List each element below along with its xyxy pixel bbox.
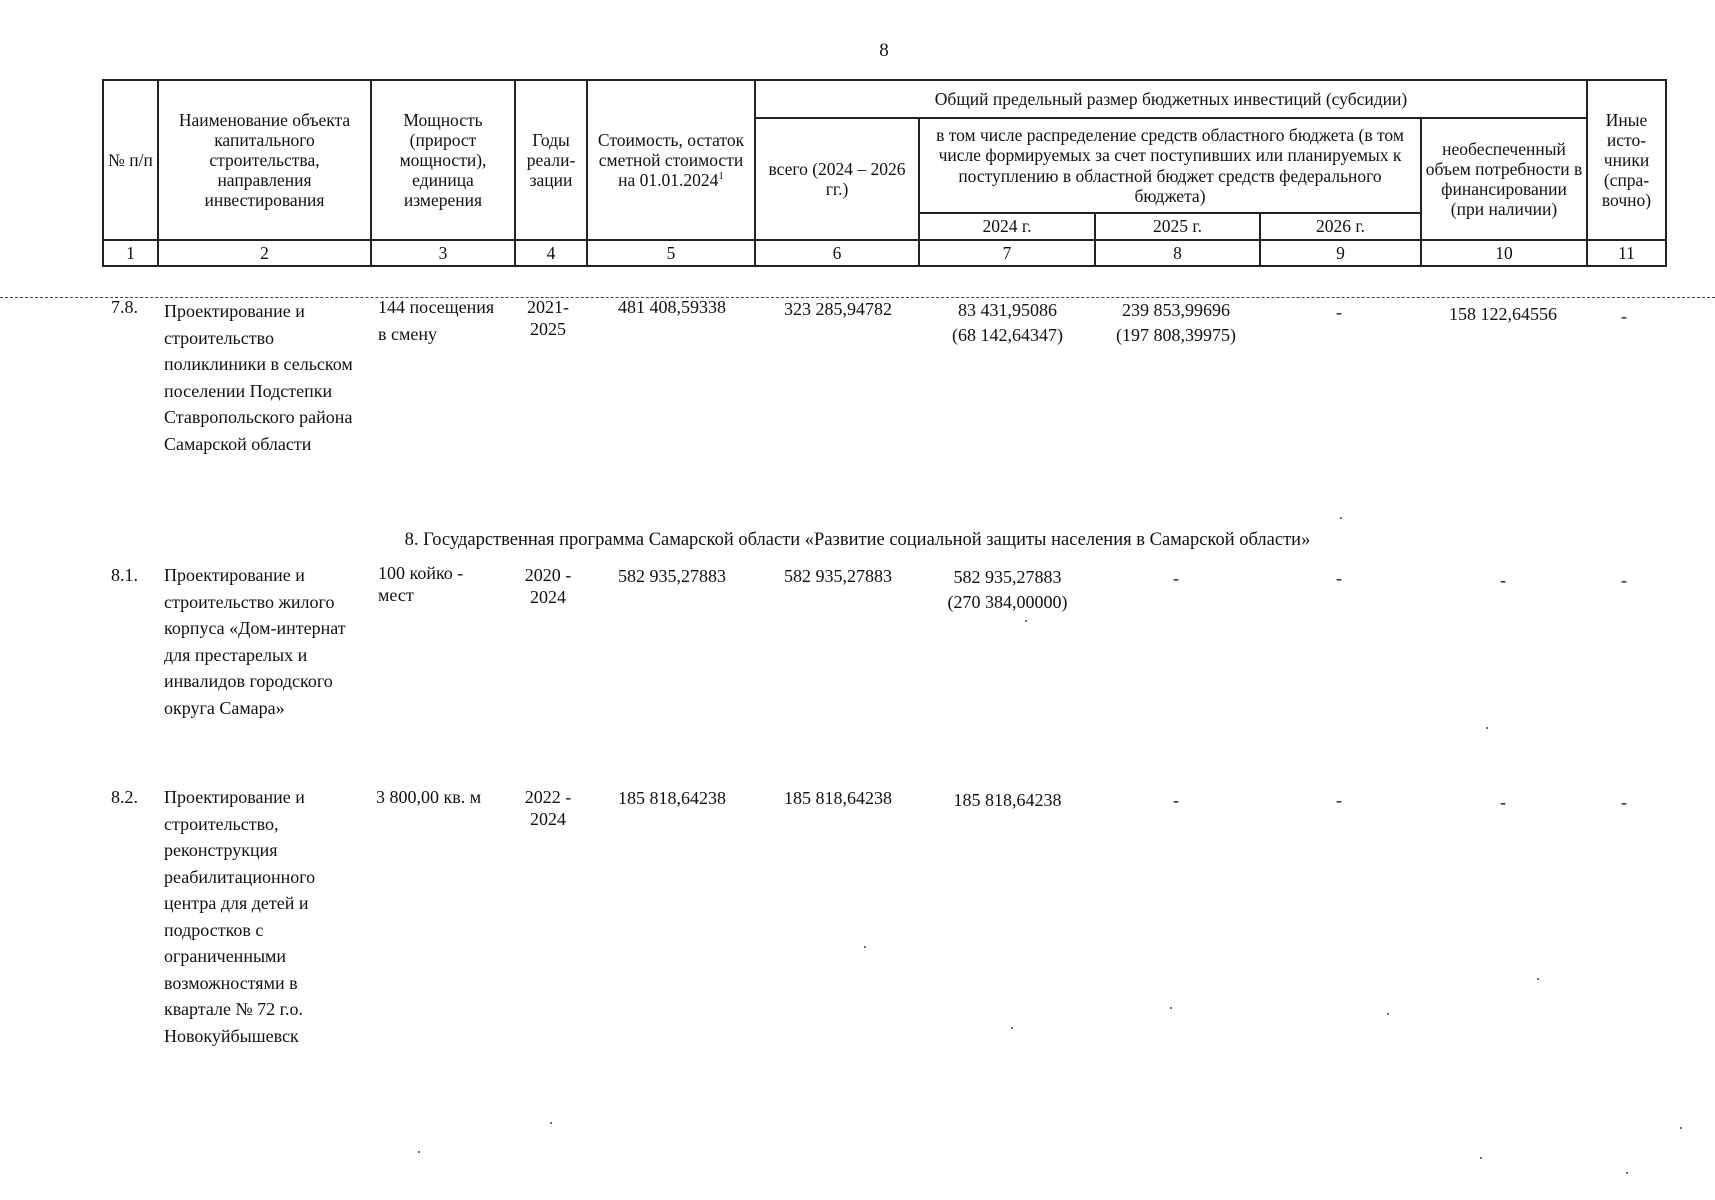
- scan-speck: [1387, 1013, 1389, 1015]
- col-number: 5: [587, 240, 755, 266]
- capacity: 100 койко - мест: [378, 563, 464, 605]
- amount-2026: -: [1336, 302, 1342, 322]
- scan-speck: [1340, 517, 1342, 519]
- years: 2022 - 2024: [524, 787, 572, 829]
- header-col-9: 2026 г.: [1260, 213, 1421, 240]
- page-number: 8: [879, 40, 889, 61]
- unfunded: -: [1500, 570, 1506, 590]
- col-number: 4: [515, 240, 587, 266]
- total: 323 285,94782: [784, 299, 892, 319]
- other-sources: -: [1621, 792, 1627, 812]
- scan-speck: [1680, 1127, 1682, 1129]
- object-name: Проектирование и строительство жилого корпуса «Дом-интернат для престарелых и инвалидов городского округа Самара»: [164, 565, 346, 718]
- col-number: 2: [158, 240, 371, 266]
- header-col-1: № п/п: [103, 80, 158, 240]
- scan-speck: [1486, 727, 1488, 729]
- years: 2020 - 2024: [524, 565, 572, 607]
- cost: 185 818,64238: [618, 788, 726, 808]
- other-sources: -: [1621, 306, 1627, 326]
- header-subgroup-title: в том числе распределение средств областного бюджета (в том числе формируемых за счет поступивших или планируемых к поступлению в областной бюджет средств федерального бюджета): [919, 118, 1421, 213]
- capacity: 3 800,00 кв. м: [376, 787, 482, 807]
- years: 2021- 2025: [527, 297, 569, 339]
- amount-2024: 582 935,27883 (270 384,00000): [947, 567, 1068, 612]
- header-col-5: Стоимость, остаток сметной стоимости на 01.01.2024$^1$: [587, 80, 755, 240]
- unfunded: 158 122,64556: [1449, 304, 1557, 324]
- other-sources: -: [1621, 570, 1627, 590]
- object-name: Проектирование и строительство поликлиники в сельском поселении Подстепки Ставропольского района Самарской области: [164, 301, 353, 454]
- row-number: 8.1.: [111, 565, 138, 585]
- header-col-7: 2024 г.: [919, 213, 1095, 240]
- col-number: 7: [919, 240, 1095, 266]
- header-group-title: Общий предельный размер бюджетных инвестиций (субсидии): [755, 80, 1587, 118]
- header-col-2: Наименование объекта капитального строительства, направления инвестирования: [158, 80, 371, 240]
- header-col-11: Иные исто-чники (спра-вочно): [1587, 80, 1666, 240]
- scan-speck: [864, 946, 866, 948]
- amount-2024: 185 818,64238: [953, 790, 1062, 810]
- amount-2026: -: [1336, 790, 1342, 810]
- unfunded: -: [1500, 792, 1506, 812]
- scan-speck: [1011, 1027, 1013, 1029]
- amount-2025: -: [1173, 790, 1179, 810]
- footnote-mark: 1: [718, 170, 724, 183]
- table-header: [102, 79, 1667, 267]
- total: 185 818,64238: [784, 788, 892, 808]
- col-number: 11: [1587, 240, 1666, 266]
- object-name: Проектирование и строительство, реконструкция реабилитационного центра для детей и подростков с ограниченными возможностями в квартале № 72 г.о. Новокуйбышевск: [164, 787, 316, 1046]
- header-col-10: необеспеченный объем потребности в финансировании (при наличии): [1421, 118, 1587, 240]
- scan-speck: [418, 1151, 420, 1153]
- scan-speck: [1626, 1172, 1628, 1174]
- amount-2024: 83 431,95086 (68 142,64347): [952, 300, 1063, 345]
- row-number: 8.2.: [111, 787, 138, 807]
- col-number: 3: [371, 240, 515, 266]
- cost: 481 408,59338: [618, 297, 726, 317]
- col-number: 10: [1421, 240, 1587, 266]
- amount-2025: 239 853,99696 (197 808,39975): [1116, 300, 1236, 345]
- col-number: 9: [1260, 240, 1421, 266]
- header-col-8: 2025 г.: [1095, 213, 1260, 240]
- amount-2025: -: [1173, 568, 1179, 588]
- capacity: 144 посещения в смену: [378, 297, 495, 344]
- scan-speck: [550, 1122, 552, 1124]
- scan-speck: [1480, 1157, 1482, 1159]
- header-col-3: Мощность (прирост мощности), единица измерения: [371, 80, 515, 240]
- scan-speck: [1537, 978, 1539, 980]
- col-number: 8: [1095, 240, 1260, 266]
- col-number: 6: [755, 240, 919, 266]
- scan-speck: [1025, 620, 1027, 622]
- amount-2026: -: [1336, 568, 1342, 588]
- header-col-6: всего (2024 – 2026 гг.): [755, 118, 919, 240]
- section-title: 8. Государственная программа Самарской области «Развитие социальной защиты населения в Самарской области»: [404, 530, 1311, 550]
- cost: 582 935,27883: [618, 566, 726, 586]
- total: 582 935,27883: [784, 566, 892, 586]
- header-col-4: Годы реали-зации: [515, 80, 587, 240]
- row-number: 7.8.: [111, 297, 138, 317]
- scan-speck: [1170, 1007, 1172, 1009]
- col-number: 1: [103, 240, 158, 266]
